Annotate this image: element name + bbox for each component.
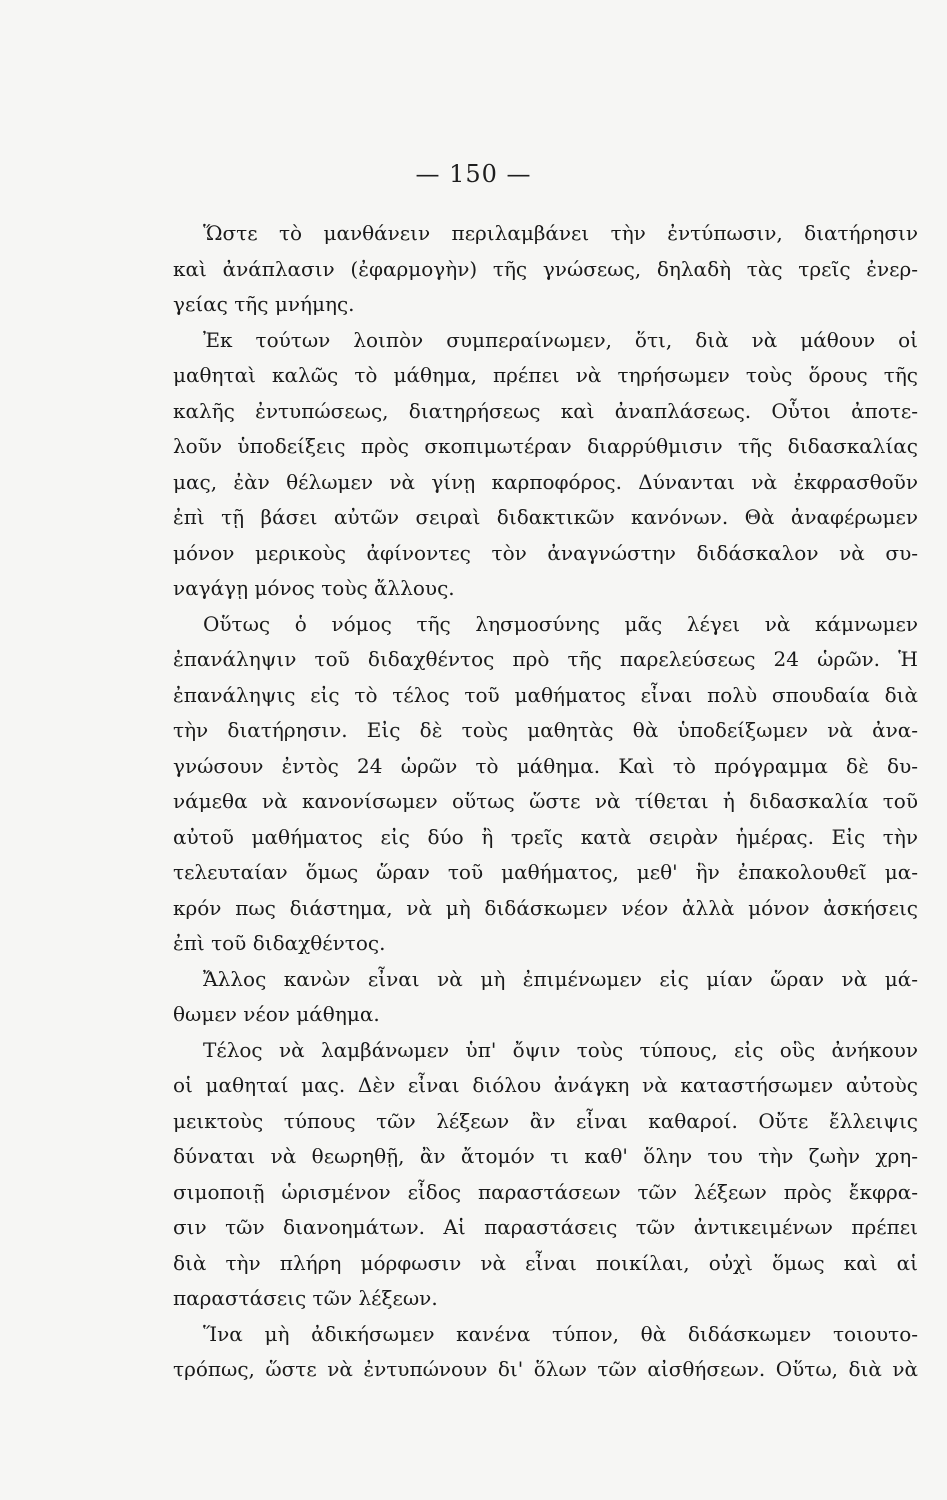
text-line: γείας τῆς μνήμης.	[173, 292, 355, 316]
paragraph	[173, 607, 918, 962]
text-line: νάμεθα νὰ κανονίσωμεν οὕτως ὥστε νὰ τίθεται ἡ διδασκαλία τοῦ	[173, 789, 918, 813]
text-line: τρόπως, ὥστε νὰ ἐντυπώνουν δι' ὅλων τῶν αἰσθήσεων. Οὕτω, διὰ νὰ	[173, 1357, 918, 1381]
text-line: γνώσουν ἐντὸς 24 ὡρῶν τὸ μάθημα. Καὶ τὸ πρόγραμμα δὲ δυ-	[173, 753, 918, 778]
text-line: Ἐκ τούτων λοιπὸν συμπεραίνωμεν, ὅτι, διὰ νὰ μάθουν οἱ	[203, 327, 918, 352]
text-line: Ὥστε τὸ μανθάνειν περιλαμβάνει τὴν ἐντύπωσιν, διατήρησιν	[203, 221, 918, 245]
text-line: Οὕτως ὁ νόμος τῆς λησμοσύνης μᾶς λέγει νὰ κάμνωμεν	[203, 611, 918, 636]
paragraph	[173, 962, 918, 1033]
text-line: σιν τῶν διανοημάτων. Αἱ παραστάσεις τῶν ἀντικειμένων πρέπει	[173, 1215, 918, 1239]
paragraph	[173, 323, 918, 607]
text-line: μόνον μερικοὺς ἀφίνοντες τὸν ἀναγνώστην διδάσκαλον νὰ συ-	[173, 540, 918, 565]
text-line: ἐπανάληψις εἰς τὸ τέλος τοῦ μαθήματος εἶναι πολὺ σπουδαία διὰ	[173, 682, 918, 707]
text-line: Τέλος νὰ λαμβάνωμεν ὑπ' ὄψιν τοὺς τύπους, εἰς οὓς ἀνήκουν	[203, 1037, 918, 1062]
page-number: — 150 —	[415, 160, 532, 188]
text-line: ἐπανάληψιν τοῦ διδαχθέντος πρὸ τῆς παρελεύσεως 24 ὡρῶν. Ἡ	[173, 647, 918, 671]
text-line: μεικτοὺς τύπους τῶν λέξεων ἂν εἶναι καθαροί. Οὔτε ἔλλειψις	[173, 1108, 918, 1133]
text-line: Ἵνα μὴ ἀδικήσωμεν κανένα τύπον, θὰ διδάσκωμεν τοιουτο-	[203, 1321, 918, 1346]
text-line: ἐπὶ τοῦ διδαχθέντος.	[173, 931, 386, 955]
text-line: τελευταίαν ὅμως ὥραν τοῦ μαθήματος, μεθ' ἣν ἐπακολουθεῖ μα-	[173, 860, 918, 884]
text-line: διὰ τὴν πλήρη μόρφωσιν νὰ εἶναι ποικίλαι, οὐχὶ ὅμως καὶ αἱ	[173, 1250, 918, 1275]
text-line: Ἄλλος κανὼν εἶναι νὰ μὴ ἐπιμένωμεν εἰς μίαν ὥραν νὰ μά-	[203, 966, 918, 991]
text-line: θωμεν νέον μάθημα.	[173, 1002, 380, 1026]
text-line: μας, ἐὰν θέλωμεν νὰ γίνῃ καρποφόρος. Δύνανται νὰ ἐκφρασθοῦν	[173, 469, 918, 494]
text-line: παραστάσεις τῶν λέξεων.	[173, 1286, 438, 1310]
text-line: σιμοποιῇ ὡρισμένον εἶδος παραστάσεων τῶν λέξεων πρὸς ἔκφρα-	[173, 1179, 918, 1204]
text-line: λοῦν ὑποδείξεις πρὸς σκοπιμωτέραν διαρρύθμισιν τῆς διδασκαλίας	[173, 434, 918, 458]
text-line: τὴν διατήρησιν. Εἰς δὲ τοὺς μαθητὰς θὰ ὑποδείξωμεν νὰ ἀνα-	[173, 718, 918, 742]
paragraph	[173, 1033, 918, 1317]
text-line: καλῆς ἐντυπώσεως, διατηρήσεως καὶ ἀναπλάσεως. Οὗτοι ἀποτε-	[173, 398, 918, 423]
text-line: ἐπὶ τῇ βάσει αὐτῶν σειραὶ διδακτικῶν κανόνων. Θὰ ἀναφέρωμεν	[173, 505, 918, 529]
text-line: κρόν πως διάστημα, νὰ μὴ διδάσκωμεν νέον ἀλλὰ μόνον ἀσκήσεις	[173, 895, 918, 920]
paragraph	[173, 216, 918, 323]
text-line: μαθηταὶ καλῶς τὸ μάθημα, πρέπει νὰ τηρήσωμεν τοὺς ὅρους τῆς	[173, 363, 918, 387]
body-text	[173, 216, 918, 1388]
text-line: δύναται νὰ θεωρηθῇ, ἂν ἄτομόν τι καθ' ὅλην του τὴν ζωὴν χρη-	[173, 1144, 918, 1168]
text-line: καὶ ἀνάπλασιν (ἐφαρμογὴν) τῆς γνώσεως, δηλαδὴ τὰς τρεῖς ἐνερ-	[173, 256, 918, 281]
text-line: ναγάγῃ μόνος τοὺς ἄλλους.	[173, 576, 455, 600]
text-line: αὐτοῦ μαθήματος εἰς δύο ἢ τρεῖς κατὰ σειρὰν ἡμέρας. Εἰς τὴν	[173, 824, 918, 849]
text-line: οἱ μαθηταί μας. Δὲν εἶναι διόλου ἀνάγκη νὰ καταστήσωμεν αὐτοὺς	[173, 1073, 918, 1097]
paragraph	[173, 1317, 918, 1388]
